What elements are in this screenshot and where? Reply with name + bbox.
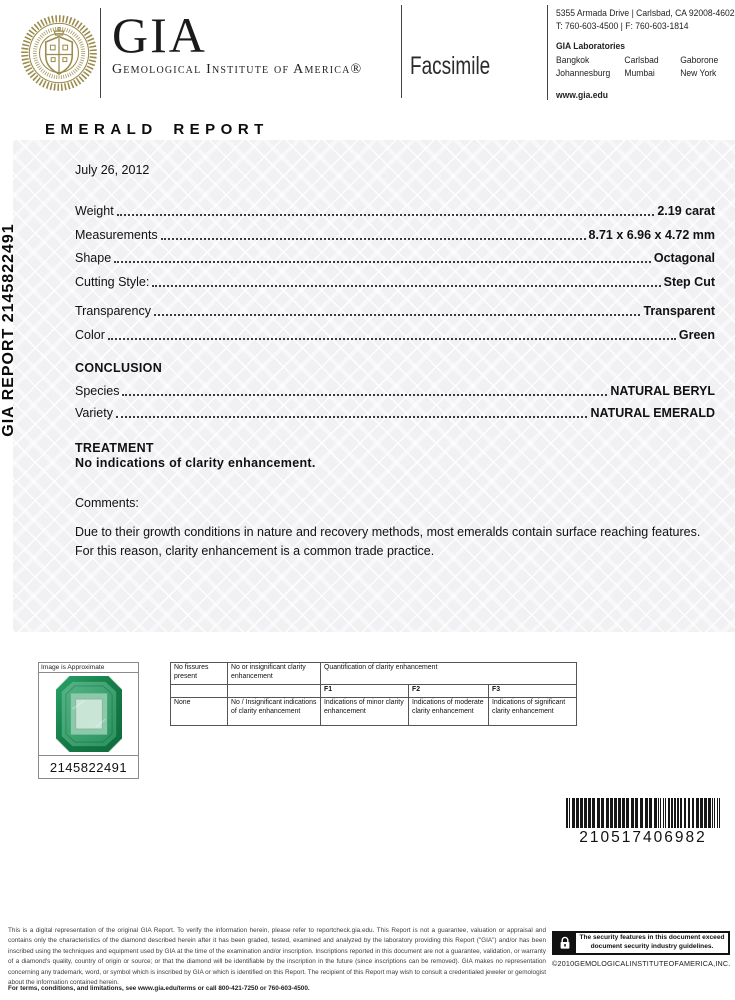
clarity-enhancement-table <box>170 662 577 726</box>
gia-wordmark <box>112 7 363 78</box>
conclusion-row-species <box>75 384 715 398</box>
spec-row-measurements <box>75 228 715 242</box>
spec-row-color <box>75 328 715 342</box>
address-line-2: T: 760-603-4500 | F: 760-603-1814 <box>556 20 689 32</box>
spec-value: NATURAL BERYL <box>610 384 715 398</box>
clarity-cell: No or insignificant clarity enhancement <box>228 663 321 685</box>
copyright-line <box>552 959 730 968</box>
spec-value: Green <box>678 328 715 342</box>
leader-dots <box>114 261 651 263</box>
clarity-cell: No / Insignificant indications of clarity enhancement <box>228 697 321 725</box>
spec-row-transparency <box>75 304 715 318</box>
spec-label: Cutting Style: <box>75 275 150 289</box>
clarity-cell-empty <box>171 684 228 697</box>
spec-label: Weight <box>75 204 114 218</box>
website-link[interactable]: www.gia.edu <box>556 89 608 101</box>
conclusion-heading: CONCLUSION <box>75 361 163 375</box>
leader-dots <box>108 338 676 340</box>
leader-dots <box>152 285 660 287</box>
header-divider-1 <box>100 8 101 98</box>
clarity-cell: No fissures present <box>171 663 228 685</box>
conclusion-row-variety <box>75 406 715 420</box>
copyright-word: INSTITUTE <box>629 959 669 968</box>
header-divider-3 <box>547 5 548 100</box>
clarity-cell: Indications of significant clarity enhancement <box>489 697 577 725</box>
spec-label: Shape <box>75 251 112 265</box>
clarity-cell: Indications of minor clarity enhancement <box>321 697 409 725</box>
clarity-grade-f2: F2 <box>409 684 489 697</box>
spec-value: Step Cut <box>663 275 715 289</box>
security-note-text: The security features in this document exceed document security industry guidelines. <box>579 934 725 950</box>
vertical-report-number: GIA REPORT 2145822491 <box>0 223 17 437</box>
labs-city-grid <box>556 55 732 81</box>
emerald-image <box>56 676 122 752</box>
gia-wordmark-subtitle: Gemological Institute of America® <box>112 62 363 77</box>
leader-dots <box>161 238 586 240</box>
facsimile-label: Facsimile <box>410 52 491 80</box>
spec-label: Color <box>75 328 105 342</box>
spec-label: Transparency <box>75 304 151 318</box>
clarity-grade-f3: F3 <box>489 684 577 697</box>
header-address-block <box>556 8 735 102</box>
spec-row-shape <box>75 251 715 265</box>
terms-line: For terms, conditions, and limitations, see www.gia.edu/terms or call 800-421-7250 or 760-603-4500. <box>8 985 310 992</box>
lab-city: Gaborone <box>680 54 719 66</box>
stone-report-number: 2145822491 <box>39 755 138 778</box>
comments-text: Due to their growth conditions in nature and recovery methods, most emeralds contain surface reaching features. For this reason, clarity enhancement is a common trade practice. <box>75 525 701 559</box>
clarity-cell: Quantification of clarity enhancement <box>321 663 577 685</box>
spec-row-weight <box>75 204 715 218</box>
leader-dots <box>154 314 640 316</box>
treatment-text: No indications of clarity enhancement. <box>75 456 316 470</box>
lock-icon <box>554 933 576 953</box>
stone-image-box <box>38 662 139 779</box>
spec-row-cutting-style <box>75 275 715 289</box>
spec-value: Transparent <box>643 304 715 318</box>
clarity-cell-empty <box>228 684 321 697</box>
report-date: July 26, 2012 <box>75 163 150 177</box>
copyright-word: INC. <box>715 959 731 968</box>
copyright-word: OF <box>668 959 679 968</box>
copyright-word: ©2010 <box>552 959 575 968</box>
report-title: EMERALD REPORT <box>45 121 269 138</box>
gia-wordmark-text: GIA <box>112 7 207 63</box>
spec-label: Measurements <box>75 228 158 242</box>
leader-dots <box>122 394 607 396</box>
labs-title: GIA Laboratories <box>556 41 626 53</box>
barcode-number: 210517406982 <box>579 829 707 846</box>
copyright-word: AMERICA, <box>678 959 716 968</box>
spec-value: 8.71 x 6.96 x 4.72 mm <box>588 228 715 242</box>
barcode-block <box>566 798 720 847</box>
clarity-cell: Indications of moderate clarity enhancement <box>409 697 489 725</box>
spec-value: NATURAL EMERALD <box>590 406 715 420</box>
stone-photo <box>39 673 138 755</box>
lab-city: Johannesburg <box>556 68 611 80</box>
leader-dots <box>116 416 587 418</box>
header-divider-2 <box>401 5 402 98</box>
legal-disclaimer-text: This is a digital representation of the original GIA Report. To verify the information herein, please refer to reportcheck.gia.edu. This Report is not a guarantee, valuation or appraisal and contains only the characteristics of the diamond described herein after it has been graded, tested, examined and analyzed by the laboratory providing this Report ("GIA") and/or has been inscribed using the techniques and equipment used by GIA at the time of the examination and/or inscription. Inscriptions reported in this document are not a guarantee, validation, or warranty of a diamond's quality, country of origin or source; or that the diamond will be identifiable by the inscription in the future (since inscriptions can be removed). GIA makes no representation concerning any trademark, word, or symbol which is inscribed by GIA or which is identified on this Report. The recipient of this Report may wish to consult a credentialed jeweler or gemologist about the information contained herein. <box>8 927 547 986</box>
lab-city: Carlsbad <box>624 54 659 66</box>
leader-dots <box>117 214 655 216</box>
clarity-cell: None <box>171 697 228 725</box>
spec-value: 2.19 carat <box>657 204 715 218</box>
gia-seal-logo <box>20 12 98 94</box>
spec-label: Species <box>75 384 120 398</box>
lab-city: Bangkok <box>556 54 590 66</box>
stone-image-caption: Image is Approximate <box>39 663 138 673</box>
barcode-bars <box>566 798 720 828</box>
treatment-heading: TREATMENT <box>75 441 154 455</box>
spec-value: Octagonal <box>653 251 715 265</box>
comments-label: Comments: <box>75 496 139 510</box>
spec-label: Variety <box>75 406 113 420</box>
clarity-grade-f1: F1 <box>321 684 409 697</box>
security-features-box <box>552 931 730 955</box>
address-line-1: 5355 Armada Drive | Carlsbad, CA 92008-4602 <box>556 8 735 19</box>
copyright-word: GEMOLOGICAL <box>574 959 630 968</box>
lab-city: New York <box>680 68 717 80</box>
lab-city: Mumbai <box>624 68 655 80</box>
